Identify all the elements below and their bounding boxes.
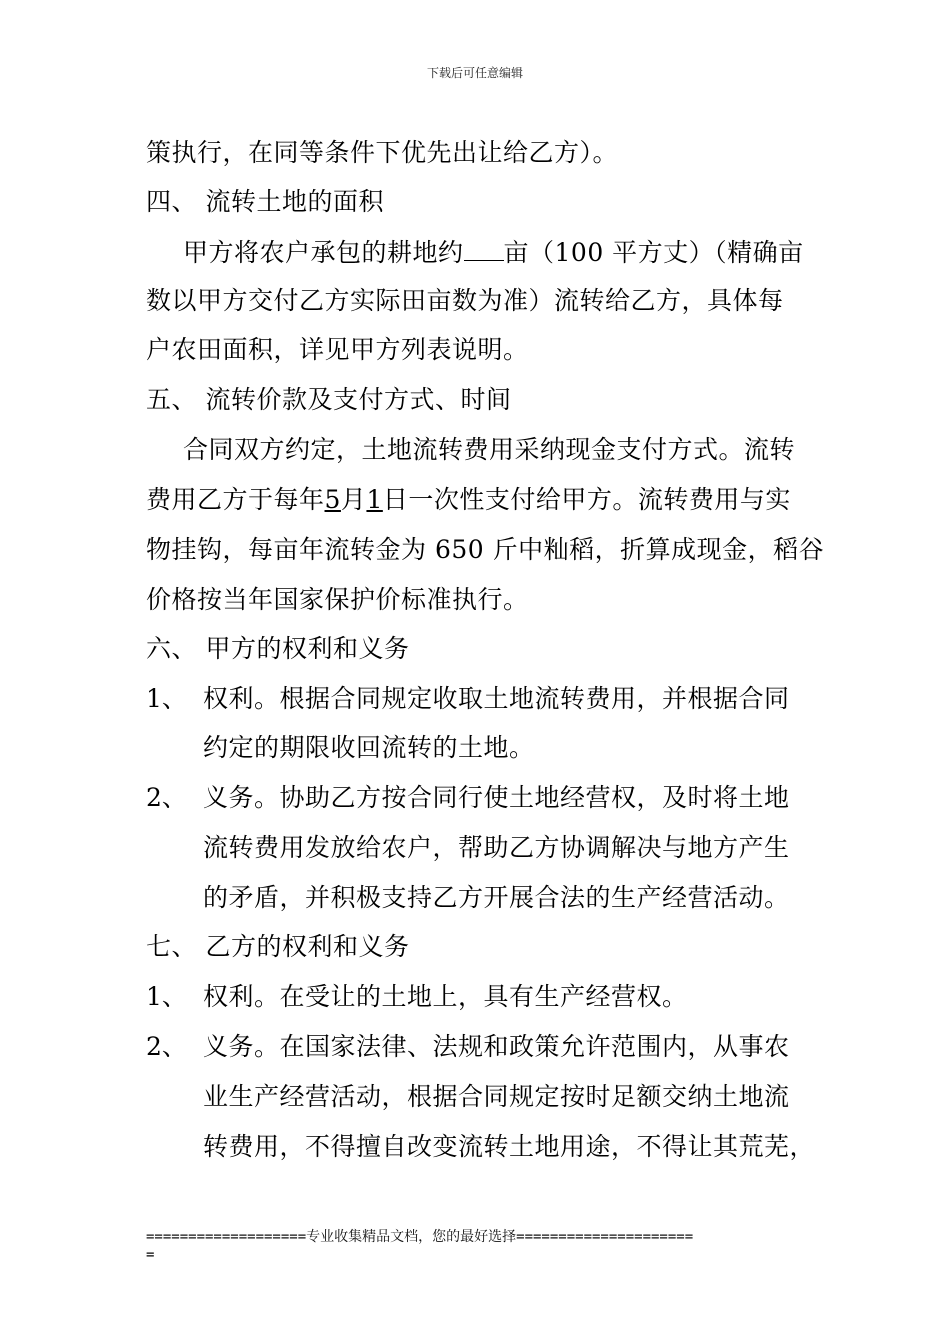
text-run: 日一次性支付给甲方。流转费用与实 (382, 485, 791, 514)
paragraph-line: 策执行，在同等条件下优先出让给乙方）。 (146, 138, 619, 167)
list-number: 1、 (146, 982, 187, 1011)
section-7-title: 七、 乙方的权利和义务 (146, 932, 410, 961)
blank-field (464, 234, 504, 261)
list-item-line: 义务。在国家法律、法规和政策允许范围内，从事农 (203, 1032, 790, 1061)
month-value: 5 (324, 485, 341, 514)
text-run: 亩（100 平方丈）（精确亩 (503, 238, 804, 267)
section-6-title: 六、 甲方的权利和义务 (146, 634, 410, 663)
list-item-line: 约定的期限收回流转的土地。 (203, 733, 535, 762)
list-item-line: 义务。协助乙方按合同行使土地经营权，及时将土地 (203, 783, 790, 812)
page-header: 下载后可任意编辑 (426, 66, 523, 80)
paragraph-line: 数以甲方交付乙方实际田亩数为准）流转给乙方，具体每 (146, 286, 784, 315)
page-footer-continuation: = (146, 1247, 155, 1263)
text-run: 费用乙方于每年 (146, 485, 325, 514)
paragraph-line (183, 234, 804, 270)
text-run: 月 (340, 485, 367, 514)
paragraph-line: 物挂钩，每亩年流转金为 650 斤中籼稻，折算成现金，稻谷 (146, 535, 825, 564)
paragraph-line: 价格按当年国家保护价标准执行。 (146, 585, 529, 614)
list-number: 2、 (146, 1032, 187, 1061)
day-value: 1 (366, 485, 383, 514)
section-5-title: 五、 流转价款及支付方式、时间 (146, 385, 512, 414)
list-item-line: 业生产经营活动，根据合同规定按时足额交纳土地流 (203, 1082, 790, 1111)
list-item-line: 流转费用发放给农户，帮助乙方协调解决与地方产生 (203, 833, 790, 862)
list-item-line: 转费用，不得擅自改变流转土地用途，不得让其荒芜， (203, 1132, 816, 1161)
page-footer: ===================专业收集精品文档，您的最好选择===================== (146, 1229, 694, 1245)
list-number: 1、 (146, 684, 187, 713)
list-number: 2、 (146, 783, 187, 812)
paragraph-line: 合同双方约定，土地流转费用采纳现金支付方式。流转 (183, 435, 796, 464)
list-item-line: 权利。根据合同规定收取土地流转费用，并根据合同 (203, 684, 790, 713)
paragraph-line (146, 483, 791, 517)
text-run: 甲方将农户承包的耕地约 (183, 238, 464, 267)
list-item-line: 权利。在受让的土地上，具有生产经营权。 (203, 982, 688, 1011)
section-4-title: 四、 流转土地的面积 (146, 187, 384, 216)
list-item-line: 的矛盾，并积极支持乙方开展合法的生产经营活动。 (203, 883, 790, 912)
paragraph-line: 户农田面积，详见甲方列表说明。 (146, 335, 529, 364)
